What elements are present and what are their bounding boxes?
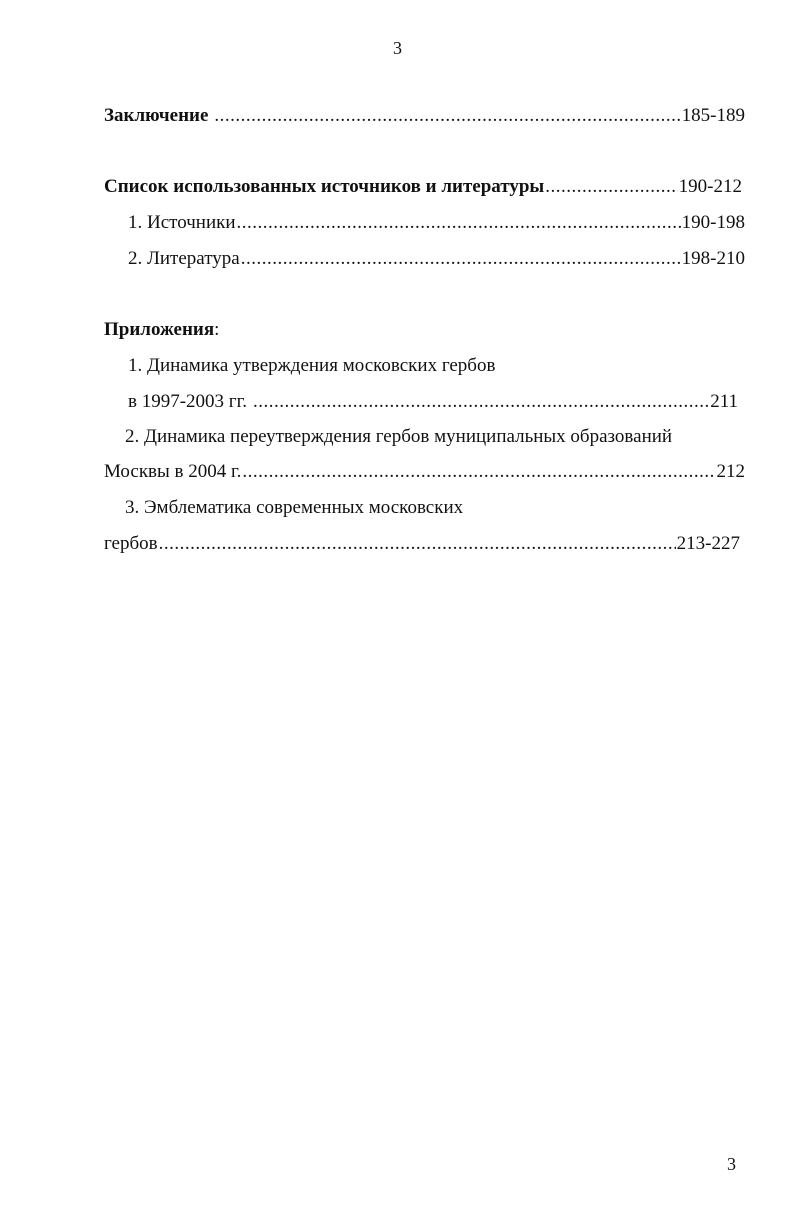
dot-leader [214,103,680,129]
page-number-bottom: 3 [727,1154,736,1174]
toc-entry-conclusion [104,103,745,129]
appendix-2-line1: 2. Динамика переутверждения гербов муниципальных образований [125,426,673,447]
dot-leader [159,531,676,557]
toc-entry-title: гербов [104,533,158,554]
appendix-2-line2 [104,459,745,485]
toc-entry-pages: 198-210 [681,248,745,269]
page-number-top: 3 [393,38,402,58]
toc-entry-title: 2. Литература [128,248,240,269]
toc-entry-sources [104,174,742,200]
toc-entry-pages: 213-227 [676,533,740,554]
toc-entry-pages: 190-198 [681,212,745,233]
toc-entry-title: Список использованных источников и литературы [104,176,545,197]
toc-subentry-sources-2 [128,246,745,272]
appendix-3-line1: 3. Эмблематика современных московских [125,497,464,518]
dot-leader [545,174,677,200]
toc-entry-pages: 190-212 [678,176,742,197]
toc-entry-title: Заключение [104,105,209,126]
appendices-title: Приложения [104,319,215,340]
toc-entry-pages: 185-189 [681,105,745,126]
toc-entry-title: Москвы в 2004 г. [104,461,242,482]
toc-entry-pages: 212 [716,461,745,482]
dot-leader [253,389,709,415]
appendix-1-line1: 1. Динамика утверждения московских гербов [128,355,496,376]
toc-entry-title: в 1997-2003 гг. [128,391,247,412]
appendices-colon: : [214,319,220,340]
toc-subentry-sources-1 [128,210,745,236]
appendix-1-line2 [128,389,738,415]
toc-heading-appendices [104,317,219,343]
dot-leader [241,246,681,272]
dot-leader [237,210,681,236]
appendix-3-line2 [104,531,740,557]
dot-leader [242,459,715,485]
toc-entry-pages: 211 [710,391,738,412]
toc-entry-title: 1. Источники [128,212,236,233]
